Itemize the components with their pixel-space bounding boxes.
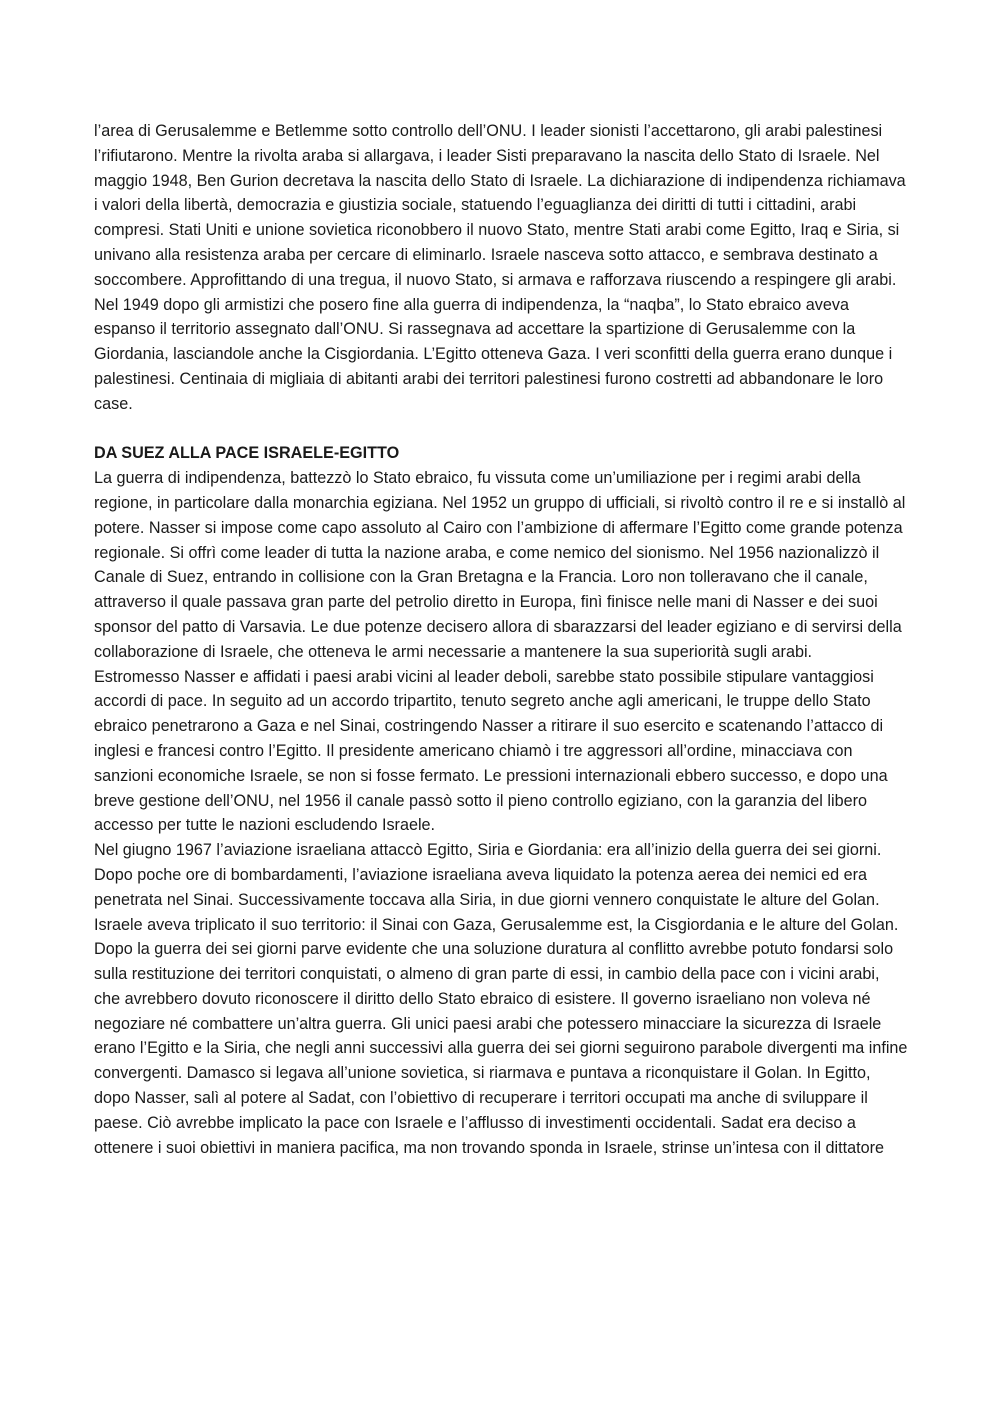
paragraph-six-day-war: Nel giugno 1967 l’aviazione israeliana attaccò Egitto, Siria e Giordania: era all’inizio della guerra dei sei giorni. Dopo poche ore di bombardamenti, l’aviazione israeliana aveva liquidato la potenza aerea dei nemici ed era penetrata nel Sinai. Successivamente toccava alla Siria, in due giorni vennero conquistate le alture del Golan. Israele aveva triplicato il suo territorio: il Sinai con Gaza, Gerusalemme est, la Cisgiordania e le alture del Golan. Dopo la guerra dei sei giorni parve evidente che una soluzione duratura al conflitto avrebbe potuto fondarsi solo sulla restituzione dei territori conquistati, o almeno di gran parte di essi, in cambio della pace con i vicini arabi, che avrebbero dovuto riconoscere il diritto dello Stato ebraico di esistere. Il governo israeliano non voleva né negoziare né combattere un’altra guerra. Gli unici paesi arabi che potessero minacciare la sicurezza di Israele erano l’Egitto e la Siria, che negli anni successivi alla guerra dei sei giorni seguirono parabole divergenti ma infine convergenti. Damasco si legava all’unione sovietica, si riarmava e puntava a riconquistare il Golan. In Egitto, dopo Nasser, salì al potere al Sadat, con l’obiettivo di recuperare i territori occupati ma anche di sviluppare il paese. Ciò avrebbe implicato la pace con Israele e l’afflusso di investimenti occidentali. Sadat era deciso a ottenere i suoi obiettivi in maniera pacifica, ma non trovando sponda in Israele, strinse un’intesa con il dittatore xyxy=(94,841,908,1157)
paragraph-spacer xyxy=(94,417,908,442)
document-page xyxy=(94,119,908,1160)
paragraph-tripartite: Estromesso Nasser e affidati i paesi arabi vicini al leader deboli, sarebbe stato possibile stipulare vantaggiosi accordi di pace. In seguito ad un accordo tripartito, tenuto segreto anche agli americani, le truppe dello Stato ebraico penetrarono a Gaza e nel Sinai, costringendo Nasser a ritirare il suo esercito e scatenando l’attacco di inglesi e francesi contro l’Egitto. Il presidente americano chiamò i tre aggressori all’ordine, minacciava con sanzioni economiche Israele, se non si fosse fermato. Le pressioni internazionali ebbero successo, e dopo una breve gestione dell’ONU, nel 1956 il canale passò sotto il pieno controllo egiziano, con la garanzia del libero accesso per tutte le nazioni escludendo Israele. xyxy=(94,667,888,835)
paragraph-intro: l’area di Gerusalemme e Betlemme sotto controllo dell’ONU. I leader sionisti l’accettarono, gli arabi palestinesi l’rifiutarono. Mentre la rivolta araba si allargava, i leader Sisti preparavano la nascita dello Stato di Israele. Nel maggio 1948, Ben Gurion decretava la nascita dello Stato di Israele. La dichiarazione di indipendenza richiamava i valori della libertà, democrazia e giustizia sociale, statuendo l’eguaglianza dei diritti di tutti i cittadini, arabi compresi. Stati Uniti e unione sovietica riconobbero il nuovo Stato, mentre Stati arabi come Egitto, Iraq e Siria, si univano alla resistenza araba per cercare di eliminarlo. Israele nasceva sotto attacco, e sembrava destinato a soccombere. Approfittando di una tregua, il nuovo Stato, si armava e rafforzava riuscendo a respingere gli arabi. Nel 1949 dopo gli armistizi che posero fine alla guerra di indipendenza, la “naqba”, lo Stato ebraico aveva espanso il territorio assegnato dall’ONU. Si rassegnava ad accettare la spartizione di Gerusalemme con la Giordania, lasciandole anche la Cisgiordania. L’Egitto otteneva Gaza. I veri sconfitti della guerra erano dunque i palestinesi. Centinaia di migliaia di abitanti arabi dei territori palestinesi furono costretti ad abbandonare le loro case. xyxy=(94,122,906,413)
paragraph-suez: La guerra di indipendenza, battezzò lo Stato ebraico, fu vissuta come un’umiliazione per i regimi arabi della regione, in particolare dalla monarchia egiziana. Nel 1952 un gruppo di ufficiali, si rivoltò contro il re e si installò al potere. Nasser si impose come capo assoluto al Cairo con l’ambizione di affermare l’Egitto come grande potenza regionale. Si offrì come leader di tutta la nazione araba, e come nemico del sionismo. Nel 1956 nazionalizzò il Canale di Suez, entrando in collisione con la Gran Bretagna e la Francia. Loro non tolleravano che il canale, attraverso il quale passava gran parte del petrolio diretto in Europa, finì finisce nelle mani di Nasser e dei suoi sponsor del patto di Varsavia. Le due potenze decisero allora di sbarazzarsi del leader egiziano e di servirsi della collaborazione di Israele, che otteneva le armi necessarie a mantenere la sua superiorità sugli arabi. xyxy=(94,469,906,661)
section-heading: DA SUEZ ALLA PACE ISRAELE-EGITTO xyxy=(94,444,400,463)
